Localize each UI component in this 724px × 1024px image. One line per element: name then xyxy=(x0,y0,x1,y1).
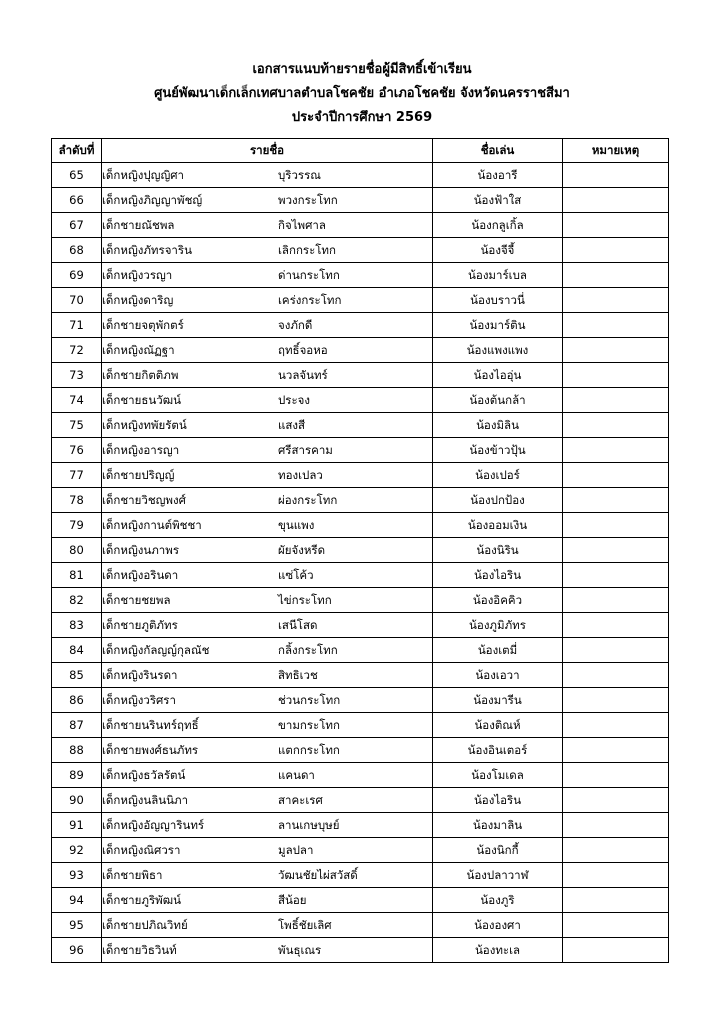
remark-cell xyxy=(563,813,669,838)
table-row xyxy=(52,788,669,813)
student-name-cell xyxy=(102,813,433,838)
remark-cell xyxy=(563,263,669,288)
student-last-name: ศรีสารคาม xyxy=(278,443,333,457)
table-row xyxy=(52,763,669,788)
student-last-name: ทองเปลว xyxy=(278,468,323,482)
student-nickname: น้องมาร์ติน xyxy=(433,313,563,338)
student-last-name: สาคะเรศ xyxy=(278,793,323,807)
student-last-name: ขามกระโทก xyxy=(278,718,340,732)
table-row xyxy=(52,163,669,188)
student-name-cell xyxy=(102,388,433,413)
table-row xyxy=(52,563,669,588)
row-number: 86 xyxy=(52,688,102,713)
student-nickname: น้องภูมิภัทร xyxy=(433,613,563,638)
remark-cell xyxy=(563,938,669,963)
student-first-name: เด็กหญิงธวัลรัตน์ xyxy=(102,768,186,782)
student-last-name: โพธิ์ชัยเลิศ xyxy=(278,918,332,932)
student-first-name: เด็กหญิงภิญญาพัชญ์ xyxy=(102,193,203,207)
student-name-cell xyxy=(102,213,433,238)
student-first-name: เด็กหญิงนลินนิภา xyxy=(102,793,189,807)
student-nickname: น้องไอริน xyxy=(433,563,563,588)
student-first-name: เด็กหญิงนภาพร xyxy=(102,543,180,557)
student-nickname: น้องอินเตอร์ xyxy=(433,738,563,763)
student-first-name: เด็กชายนรินทร์ฤทธิ์ xyxy=(102,718,199,732)
table-row xyxy=(52,663,669,688)
row-number: 85 xyxy=(52,663,102,688)
row-number: 88 xyxy=(52,738,102,763)
remark-cell xyxy=(563,213,669,238)
student-first-name: เด็กชายภูริพัฒน์ xyxy=(102,893,181,907)
row-number: 81 xyxy=(52,563,102,588)
student-last-name: มูลปลา xyxy=(278,843,314,857)
remark-cell xyxy=(563,738,669,763)
student-nickname: น้องปกป้อง xyxy=(433,488,563,513)
table-row xyxy=(52,388,669,413)
student-name-cell xyxy=(102,338,433,363)
table-body xyxy=(52,163,669,963)
remark-cell xyxy=(563,913,669,938)
student-first-name: เด็กชายจตุพักตร์ xyxy=(102,318,184,332)
remark-cell xyxy=(563,238,669,263)
remark-cell xyxy=(563,663,669,688)
student-nickname: น้องมาลิน xyxy=(433,813,563,838)
student-last-name: สีน้อย xyxy=(278,893,307,907)
student-name-cell xyxy=(102,663,433,688)
student-name-cell xyxy=(102,363,433,388)
student-last-name: ด่านกระโทก xyxy=(278,268,340,282)
student-nickname: น้องต้นกล้า xyxy=(433,388,563,413)
student-name-cell xyxy=(102,538,433,563)
student-nickname: น้องนิริน xyxy=(433,538,563,563)
row-number: 79 xyxy=(52,513,102,538)
row-number: 93 xyxy=(52,863,102,888)
student-last-name: ผ่องกระโทก xyxy=(278,493,338,507)
student-nickname: น้องติณห์ xyxy=(433,713,563,738)
student-nickname: น้องภูริ xyxy=(433,888,563,913)
row-number: 84 xyxy=(52,638,102,663)
row-number: 75 xyxy=(52,413,102,438)
student-nickname: น้องมิลิน xyxy=(433,413,563,438)
student-last-name: แตกกระโทก xyxy=(278,743,340,757)
student-nickname: น้องโมเดล xyxy=(433,763,563,788)
student-nickname: น้องแพงแพง xyxy=(433,338,563,363)
table-row xyxy=(52,363,669,388)
row-number: 69 xyxy=(52,263,102,288)
row-number: 70 xyxy=(52,288,102,313)
student-nickname: น้องอิคคิว xyxy=(433,588,563,613)
document-header xyxy=(0,58,724,130)
document-title: เอกสารแนบท้ายรายชื่อผู้มีสิทธิ์เข้าเรียน xyxy=(252,62,472,77)
student-nickname: น้องเอวา xyxy=(433,663,563,688)
student-name-cell xyxy=(102,163,433,188)
student-first-name: เด็กชายณัชพล xyxy=(102,218,175,232)
student-last-name: นวลจันทร์ xyxy=(278,368,328,382)
student-nickname: น้องกลูเกิ้ล xyxy=(433,213,563,238)
row-number: 68 xyxy=(52,238,102,263)
student-last-name: ลานเกษบุษย์ xyxy=(278,818,340,832)
column-header-remark: หมายเหตุ xyxy=(563,139,669,163)
remark-cell xyxy=(563,538,669,563)
remark-cell xyxy=(563,438,669,463)
student-nickname: น้องนิกกี้ xyxy=(433,838,563,863)
student-first-name: เด็กหญิงอัญญารินทร์ xyxy=(102,818,205,832)
student-name-cell xyxy=(102,738,433,763)
table-header xyxy=(52,139,669,163)
table-row xyxy=(52,613,669,638)
remark-cell xyxy=(563,313,669,338)
student-first-name: เด็กชายปภิณวิทย์ xyxy=(102,918,188,932)
document-subtitle-center: ศูนย์พัฒนาเด็กเล็กเทศบาลตำบลโชคชัย อำเภอโชคชัย จังหวัดนครราชสีมา xyxy=(154,86,570,101)
student-last-name: พวงกระโทก xyxy=(278,193,338,207)
student-first-name: เด็กชายวิธวินท์ xyxy=(102,943,177,957)
row-number: 73 xyxy=(52,363,102,388)
table-row xyxy=(52,738,669,763)
student-last-name: แสงสี xyxy=(278,418,306,432)
table-row xyxy=(52,688,669,713)
remark-cell xyxy=(563,288,669,313)
student-first-name: เด็กหญิงปุญญิศา xyxy=(102,168,185,182)
student-last-name: กิจไพศาล xyxy=(278,218,326,232)
remark-cell xyxy=(563,688,669,713)
student-last-name: กลิ้งกระโทก xyxy=(278,643,338,657)
student-name-cell xyxy=(102,413,433,438)
student-name-cell xyxy=(102,488,433,513)
student-last-name: ประจง xyxy=(278,393,311,407)
table-row xyxy=(52,538,669,563)
student-nickname: น้องฟ้าใส xyxy=(433,188,563,213)
row-number: 89 xyxy=(52,763,102,788)
table-row xyxy=(52,288,669,313)
row-number: 78 xyxy=(52,488,102,513)
row-number: 96 xyxy=(52,938,102,963)
student-name-cell xyxy=(102,313,433,338)
student-nickname: น้ององศา xyxy=(433,913,563,938)
remark-cell xyxy=(563,413,669,438)
row-number: 76 xyxy=(52,438,102,463)
student-last-name: ผัยจังหรีด xyxy=(278,543,326,557)
student-first-name: เด็กหญิงณัฏฐา xyxy=(102,343,175,357)
student-name-cell xyxy=(102,438,433,463)
remark-cell xyxy=(563,488,669,513)
student-name-cell xyxy=(102,638,433,663)
student-first-name: เด็กชายพงศ์ธนภัทร xyxy=(102,743,199,757)
student-name-cell xyxy=(102,888,433,913)
student-name-cell xyxy=(102,263,433,288)
table-row xyxy=(52,238,669,263)
student-nickname: น้องไอริน xyxy=(433,788,563,813)
student-last-name: เลิกกระโทก xyxy=(278,243,336,257)
student-last-name: บุริวรรณ xyxy=(278,168,321,182)
student-first-name: เด็กหญิงทพัยรัตน์ xyxy=(102,418,187,432)
student-first-name: เด็กหญิงกัลญญ์กุลณัช xyxy=(102,643,210,657)
row-number: 90 xyxy=(52,788,102,813)
table-row xyxy=(52,513,669,538)
student-nickname: น้องทะเล xyxy=(433,938,563,963)
row-number: 87 xyxy=(52,713,102,738)
student-nickname: น้องมารีน xyxy=(433,688,563,713)
table-row xyxy=(52,863,669,888)
student-name-cell xyxy=(102,613,433,638)
student-roster-table xyxy=(51,138,669,963)
row-number: 95 xyxy=(52,913,102,938)
student-last-name: ขุนแพง xyxy=(278,518,315,532)
table-row xyxy=(52,488,669,513)
row-number: 83 xyxy=(52,613,102,638)
row-number: 82 xyxy=(52,588,102,613)
table-row xyxy=(52,188,669,213)
row-number: 80 xyxy=(52,538,102,563)
remark-cell xyxy=(563,563,669,588)
student-nickname: น้องอารี xyxy=(433,163,563,188)
remark-cell xyxy=(563,163,669,188)
student-first-name: เด็กชายกิตติภพ xyxy=(102,368,179,382)
student-nickname: น้องออมเงิน xyxy=(433,513,563,538)
student-first-name: เด็กชายชยพล xyxy=(102,593,171,607)
table-row xyxy=(52,913,669,938)
student-first-name: เด็กชายภูติภัทร xyxy=(102,618,178,632)
student-last-name: ฤทธิ์จอหอ xyxy=(278,343,328,357)
student-first-name: เด็กหญิงกานต์พิชชา xyxy=(102,518,202,532)
row-number: 94 xyxy=(52,888,102,913)
remark-cell xyxy=(563,863,669,888)
remark-cell xyxy=(563,388,669,413)
table-row xyxy=(52,413,669,438)
remark-cell xyxy=(563,613,669,638)
row-number: 67 xyxy=(52,213,102,238)
table-row xyxy=(52,338,669,363)
student-name-cell xyxy=(102,763,433,788)
student-last-name: เสนีโสด xyxy=(278,618,318,632)
table-row xyxy=(52,813,669,838)
table-row xyxy=(52,638,669,663)
student-first-name: เด็กหญิงวรญา xyxy=(102,268,173,282)
remark-cell xyxy=(563,638,669,663)
student-first-name: เด็กหญิงวริศรา xyxy=(102,693,176,707)
student-name-cell xyxy=(102,863,433,888)
remark-cell xyxy=(563,763,669,788)
student-name-cell xyxy=(102,688,433,713)
table-row xyxy=(52,213,669,238)
student-nickname: น้องไออุ่น xyxy=(433,363,563,388)
remark-cell xyxy=(563,713,669,738)
student-first-name: เด็กหญิงอรินดา xyxy=(102,568,179,582)
student-first-name: เด็กชายวิชญพงศ์ xyxy=(102,493,186,507)
table-row xyxy=(52,588,669,613)
remark-cell xyxy=(563,788,669,813)
student-last-name: วัฒนชัยไผ่สวัสดิ์ xyxy=(278,868,358,882)
student-name-cell xyxy=(102,938,433,963)
table-row xyxy=(52,313,669,338)
student-name-cell xyxy=(102,563,433,588)
student-first-name: เด็กหญิงรินรดา xyxy=(102,668,178,682)
student-first-name: เด็กหญิงอารญา xyxy=(102,443,180,457)
remark-cell xyxy=(563,513,669,538)
student-name-cell xyxy=(102,838,433,863)
student-first-name: เด็กชายปริญญ์ xyxy=(102,468,175,482)
student-nickname: น้องปลาวาฬ xyxy=(433,863,563,888)
student-last-name: แคนดา xyxy=(278,768,315,782)
student-last-name: สิทธิเวช xyxy=(278,668,318,682)
student-name-cell xyxy=(102,788,433,813)
student-nickname: น้องเตมี่ xyxy=(433,638,563,663)
table-row xyxy=(52,263,669,288)
document-academic-year: ประจำปีการศึกษา 2569 xyxy=(291,110,433,125)
student-nickname: น้องเปอร์ xyxy=(433,463,563,488)
column-header-name: รายชื่อ xyxy=(102,139,433,163)
remark-cell xyxy=(563,588,669,613)
student-first-name: เด็กหญิงภัทรจาริน xyxy=(102,243,192,257)
remark-cell xyxy=(563,838,669,863)
table-header-row xyxy=(52,139,669,163)
row-number: 65 xyxy=(52,163,102,188)
student-last-name: พันธุเณร xyxy=(278,943,322,957)
table-row xyxy=(52,438,669,463)
student-last-name: แซ่โค้ว xyxy=(278,568,314,582)
student-last-name: ช่วนกระโทก xyxy=(278,693,341,707)
student-nickname: น้องจีจี้ xyxy=(433,238,563,263)
column-header-nickname: ชื่อเล่น xyxy=(433,139,563,163)
row-number: 91 xyxy=(52,813,102,838)
row-number: 72 xyxy=(52,338,102,363)
student-nickname: น้องข้าวปุ้น xyxy=(433,438,563,463)
student-last-name: เคร่งกระโทก xyxy=(278,293,342,307)
student-nickname: น้องมาร์เบล xyxy=(433,263,563,288)
table-row xyxy=(52,888,669,913)
student-last-name: ไข่กระโทก xyxy=(278,593,332,607)
student-nickname: น้องบราวนี่ xyxy=(433,288,563,313)
student-name-cell xyxy=(102,463,433,488)
row-number: 74 xyxy=(52,388,102,413)
table-row xyxy=(52,713,669,738)
remark-cell xyxy=(563,363,669,388)
remark-cell xyxy=(563,888,669,913)
row-number: 92 xyxy=(52,838,102,863)
student-name-cell xyxy=(102,588,433,613)
student-first-name: เด็กหญิงดาริญ xyxy=(102,293,174,307)
column-header-number: ลำดับที่ xyxy=(52,139,102,163)
remark-cell xyxy=(563,463,669,488)
student-first-name: เด็กชายพิธา xyxy=(102,868,163,882)
student-name-cell xyxy=(102,188,433,213)
table-row xyxy=(52,838,669,863)
student-name-cell xyxy=(102,238,433,263)
table-row xyxy=(52,938,669,963)
student-name-cell xyxy=(102,913,433,938)
student-name-cell xyxy=(102,513,433,538)
row-number: 66 xyxy=(52,188,102,213)
row-number: 77 xyxy=(52,463,102,488)
table-row xyxy=(52,463,669,488)
remark-cell xyxy=(563,188,669,213)
student-name-cell xyxy=(102,288,433,313)
student-first-name: เด็กชายธนวัฒน์ xyxy=(102,393,181,407)
student-first-name: เด็กหญิงณิศวรา xyxy=(102,843,181,857)
remark-cell xyxy=(563,338,669,363)
student-name-cell xyxy=(102,713,433,738)
row-number: 71 xyxy=(52,313,102,338)
student-last-name: จงภักดี xyxy=(278,318,313,332)
